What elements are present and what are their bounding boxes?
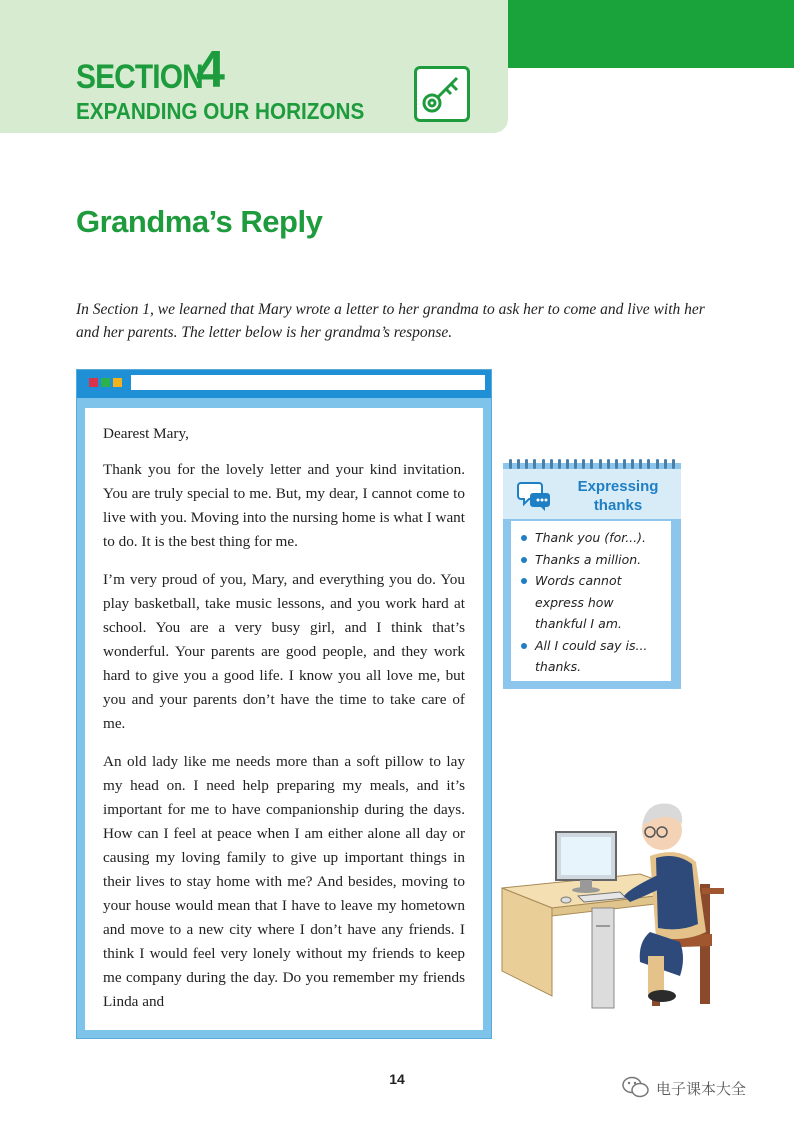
thanks-card-title xyxy=(561,477,675,515)
header-accent-block xyxy=(508,0,794,68)
list-item: All I could say is... thanks. xyxy=(519,635,665,678)
speech-bubbles-icon xyxy=(517,477,553,513)
window-dot-icon xyxy=(101,378,110,387)
wechat-icon xyxy=(622,1075,650,1099)
thanks-card-header xyxy=(503,469,681,519)
page-title: Grandma’s Reply xyxy=(76,204,323,239)
letter-body xyxy=(85,408,483,1030)
letter-paragraph: I’m very proud of you, Mary, and everything you do. You play basketball, take music lessons, and you work hard at school. You are a very busy girl, and I think that’s wonderful. Your parents are good people, and they work hard to give you a good life. I know you all love me, but you and your parents don’t have the time to take care of me. xyxy=(103,571,465,732)
grandma-at-computer-illustration xyxy=(500,796,740,1016)
letter-paragraph: An old lady like me needs more than a soft pillow to lay my head on. I need help preparing my meals, and it’s important for me to have companionship during the days. How can I feel at peace when I am either alone all day or causing my loving family to give up important things in their lives to stay home with me? And besides, moving to your house would mean that I have to leave my hometown and move to a new city where I don’t have any friends. I think I would feel very lonely without my friends to keep me company during the day. Do you remember my friends Linda and xyxy=(103,753,465,1010)
section-subtitle: EXPANDING OUR HORIZONS xyxy=(76,98,365,124)
key-icon xyxy=(414,66,470,122)
intro-text: In Section 1, we learned that Mary wrote a letter to her grandma to ask her to come and live with her and her parents. The letter below is her grandma’s response. xyxy=(76,301,705,341)
spiral-binding xyxy=(509,459,675,469)
page-number: 14 xyxy=(389,1071,405,1087)
window-dot-icon xyxy=(89,378,98,387)
thanks-title-line: Expressing xyxy=(577,478,659,495)
footer-watermark-text: 电子课本大全 xyxy=(656,1080,747,1098)
list-item: Thank you (for...). xyxy=(519,527,665,549)
section-label: SECTION xyxy=(76,58,203,96)
section-number: 4 xyxy=(196,41,225,99)
letter-greeting: Dearest Mary, xyxy=(103,425,189,442)
window-dot-icon xyxy=(113,378,122,387)
letter-window xyxy=(76,369,492,1039)
window-title-bar xyxy=(77,370,491,398)
thanks-title-line: thanks xyxy=(593,497,643,514)
thanks-list xyxy=(511,521,671,681)
address-bar xyxy=(131,375,485,390)
list-item: Words cannot express how thankful I am. xyxy=(519,570,665,635)
expressing-thanks-card xyxy=(503,463,681,689)
letter-paragraph: Thank you for the lovely letter and your kind invitation. You are truly special to me. But, my dear, I cannot come to live with you. Moving into the nursing home is what I want to do. It is the best thing for me. xyxy=(103,461,465,550)
list-item: Thanks a million. xyxy=(519,549,665,571)
